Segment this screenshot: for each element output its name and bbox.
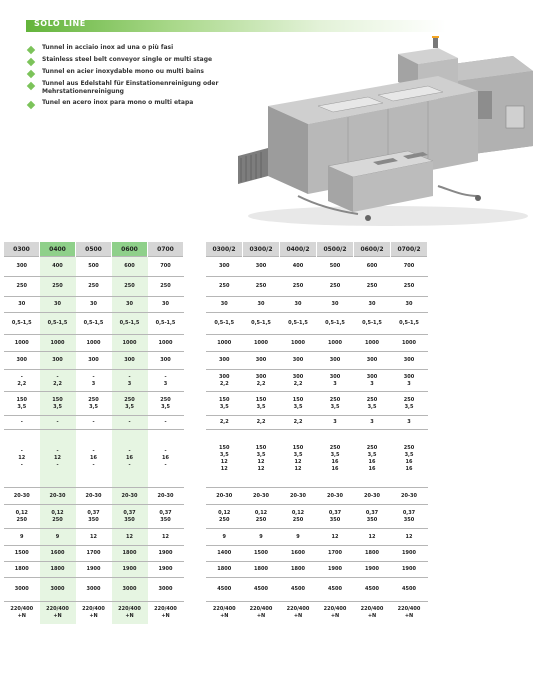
spec-cell: 1000 bbox=[112, 335, 148, 352]
spec-cell: 12 bbox=[112, 529, 148, 546]
table-row bbox=[206, 578, 428, 602]
model-header: 0600 bbox=[112, 242, 148, 257]
diamond-bullet-icon bbox=[27, 70, 35, 78]
spec-cell: 250 3,5 16 16 bbox=[354, 430, 391, 488]
spec-cell: 250 3,5 16 16 bbox=[317, 430, 354, 488]
spec-cell: - 3 bbox=[148, 370, 184, 392]
spec-cell: 1800 bbox=[243, 562, 280, 578]
spec-cell: 150 3,5 12 12 bbox=[243, 430, 280, 488]
table-row bbox=[206, 602, 428, 624]
spec-cell: 1000 bbox=[354, 335, 391, 352]
spec-cell: 20-30 bbox=[280, 488, 317, 505]
spec-cell: 220/400 +N bbox=[76, 602, 112, 624]
spec-cell: 20-30 bbox=[243, 488, 280, 505]
feature-text: Tunnel en acier inoxydable mono ou multi bains bbox=[42, 68, 204, 75]
spec-cell: 0,37 350 bbox=[148, 505, 184, 529]
spec-cell: 30 bbox=[40, 297, 76, 313]
spec-cell: 400 bbox=[280, 257, 317, 277]
spec-cell: 300 bbox=[148, 352, 184, 370]
spec-cell: 150 3,5 bbox=[243, 392, 280, 416]
spec-cell: - 16 - bbox=[76, 430, 112, 488]
spec-cell: - 2,2 bbox=[40, 370, 76, 392]
table-row bbox=[4, 562, 184, 578]
feature-text: Tunel en acero inox para mono o multi etapa bbox=[42, 99, 194, 106]
spec-cell: 1800 bbox=[112, 546, 148, 562]
table-row bbox=[206, 546, 428, 562]
spec-cell: 4500 bbox=[391, 578, 428, 602]
spec-cell: 30 bbox=[206, 297, 243, 313]
spec-cell: 0,37 350 bbox=[354, 505, 391, 529]
spec-cell: 300 bbox=[4, 352, 40, 370]
spec-cell: 250 bbox=[317, 277, 354, 297]
spec-cell: 300 bbox=[280, 352, 317, 370]
spec-cell: 0,5-1,5 bbox=[280, 313, 317, 335]
spec-cell: 250 3,5 bbox=[354, 392, 391, 416]
spec-cell: 30 bbox=[391, 297, 428, 313]
feature-text: Tunnel in acciaio inox ad una o più fasi bbox=[42, 44, 174, 51]
table-row bbox=[206, 505, 428, 529]
spec-cell: 300 3 bbox=[354, 370, 391, 392]
spec-cell: 1900 bbox=[317, 562, 354, 578]
spec-cell: 1900 bbox=[76, 562, 112, 578]
spec-cell: 12 bbox=[148, 529, 184, 546]
feature-list bbox=[28, 44, 228, 111]
spec-cell: - bbox=[76, 416, 112, 430]
spec-cell: - bbox=[40, 416, 76, 430]
table-row bbox=[206, 297, 428, 313]
left-spec-table bbox=[4, 242, 184, 624]
feature-item bbox=[28, 80, 228, 96]
spec-cell: 12 bbox=[76, 529, 112, 546]
spec-cell: 300 3 bbox=[317, 370, 354, 392]
model-header: 0300 bbox=[4, 242, 40, 257]
spec-cell: 1900 bbox=[354, 562, 391, 578]
spec-cell: 1000 bbox=[280, 335, 317, 352]
spec-cell: 220/400 +N bbox=[317, 602, 354, 624]
spec-cell: - bbox=[148, 416, 184, 430]
table-row bbox=[4, 335, 184, 352]
spec-cell: 150 3,5 12 12 bbox=[280, 430, 317, 488]
spec-cell: 30 bbox=[4, 297, 40, 313]
table-row bbox=[4, 352, 184, 370]
spec-cell: 250 bbox=[76, 277, 112, 297]
spec-cell: - 12 - bbox=[40, 430, 76, 488]
model-header: 0700 bbox=[148, 242, 184, 257]
spec-cell: 250 3,5 bbox=[148, 392, 184, 416]
spec-cell: 9 bbox=[280, 529, 317, 546]
spec-cell: - 16 - bbox=[148, 430, 184, 488]
spec-cell: - 3 bbox=[76, 370, 112, 392]
table-row bbox=[4, 546, 184, 562]
spec-cell: 9 bbox=[40, 529, 76, 546]
spec-cell: 250 3,5 16 16 bbox=[391, 430, 428, 488]
spec-cell: 220/400 +N bbox=[354, 602, 391, 624]
spec-cell: 700 bbox=[148, 257, 184, 277]
right-spec-table bbox=[206, 242, 428, 624]
spec-cell: 3 bbox=[391, 416, 428, 430]
spec-cell: 1800 bbox=[40, 562, 76, 578]
model-header: 0300/2 bbox=[206, 242, 243, 257]
spec-cell: 1000 bbox=[76, 335, 112, 352]
table-row bbox=[206, 257, 428, 277]
spec-cell: 1000 bbox=[4, 335, 40, 352]
spec-cell: - 12 - bbox=[4, 430, 40, 488]
spec-cell: 20-30 bbox=[112, 488, 148, 505]
spec-cell: 250 bbox=[354, 277, 391, 297]
feature-item bbox=[28, 56, 228, 65]
spec-cell: 0,5-1,5 bbox=[4, 313, 40, 335]
spec-cell: 300 2,2 bbox=[243, 370, 280, 392]
feature-item bbox=[28, 44, 228, 53]
table-row bbox=[206, 562, 428, 578]
spec-cell: - 16 - bbox=[112, 430, 148, 488]
model-header: 0700/2 bbox=[391, 242, 428, 257]
spec-cell: 1800 bbox=[4, 562, 40, 578]
spec-cell: 0,12 250 bbox=[206, 505, 243, 529]
spec-cell: 0,37 350 bbox=[317, 505, 354, 529]
spec-cell: 220/400 +N bbox=[40, 602, 76, 624]
spec-cell: 9 bbox=[4, 529, 40, 546]
spec-cell: 400 bbox=[40, 257, 76, 277]
spec-cell: 1700 bbox=[317, 546, 354, 562]
model-header: 0400/2 bbox=[280, 242, 317, 257]
spec-cell: 250 3,5 bbox=[76, 392, 112, 416]
spec-cell: 0,5-1,5 bbox=[40, 313, 76, 335]
spec-cell: 300 bbox=[112, 352, 148, 370]
table-row bbox=[206, 352, 428, 370]
model-header: 0400 bbox=[40, 242, 76, 257]
spec-cell: 300 bbox=[206, 352, 243, 370]
spec-cell: 4500 bbox=[206, 578, 243, 602]
table-row bbox=[4, 297, 184, 313]
spec-cell: 30 bbox=[280, 297, 317, 313]
table-row bbox=[206, 529, 428, 546]
spec-cell: 0,37 350 bbox=[391, 505, 428, 529]
spec-cell: 2,2 bbox=[243, 416, 280, 430]
spec-cell: 3000 bbox=[4, 578, 40, 602]
spec-cell: 20-30 bbox=[76, 488, 112, 505]
spec-cell: 1500 bbox=[4, 546, 40, 562]
spec-cell: 300 bbox=[4, 257, 40, 277]
spec-cell: - 2,2 bbox=[4, 370, 40, 392]
feature-item bbox=[28, 68, 228, 77]
spec-cell: 20-30 bbox=[391, 488, 428, 505]
spec-cell: 9 bbox=[206, 529, 243, 546]
spec-cell: 250 bbox=[148, 277, 184, 297]
section-title-bar bbox=[26, 20, 446, 32]
spec-cell: 150 3,5 bbox=[4, 392, 40, 416]
spec-cell: 0,37 350 bbox=[76, 505, 112, 529]
spec-cell: 0,12 250 bbox=[280, 505, 317, 529]
table-row bbox=[206, 313, 428, 335]
table-row bbox=[206, 430, 428, 488]
table-row bbox=[206, 488, 428, 505]
spec-cell: 250 3,5 bbox=[317, 392, 354, 416]
spec-cell: 30 bbox=[76, 297, 112, 313]
spec-cell: 9 bbox=[243, 529, 280, 546]
spec-cell: 250 bbox=[391, 277, 428, 297]
spec-cell: 220/400 +N bbox=[391, 602, 428, 624]
spec-cell: 220/400 +N bbox=[4, 602, 40, 624]
spec-cell: 4500 bbox=[243, 578, 280, 602]
spec-cell: 0,5-1,5 bbox=[243, 313, 280, 335]
spec-cell: 0,12 250 bbox=[40, 505, 76, 529]
table-row bbox=[4, 505, 184, 529]
spec-cell: 0,5-1,5 bbox=[112, 313, 148, 335]
spec-cell: 3 bbox=[354, 416, 391, 430]
spec-cell: - 3 bbox=[112, 370, 148, 392]
spec-cell: 0,5-1,5 bbox=[148, 313, 184, 335]
spec-cell: 0,12 250 bbox=[243, 505, 280, 529]
spec-cell: 220/400 +N bbox=[243, 602, 280, 624]
table-row bbox=[206, 335, 428, 352]
diamond-bullet-icon bbox=[27, 101, 35, 109]
spec-cell: 30 bbox=[148, 297, 184, 313]
spec-cell: 300 2,2 bbox=[280, 370, 317, 392]
spec-cell: 600 bbox=[112, 257, 148, 277]
spec-cell: 300 bbox=[40, 352, 76, 370]
spec-cell: 300 bbox=[391, 352, 428, 370]
spec-cell: 1900 bbox=[148, 562, 184, 578]
spec-cell: 700 bbox=[391, 257, 428, 277]
model-header: 0500 bbox=[76, 242, 112, 257]
spec-cell: 4500 bbox=[354, 578, 391, 602]
table-row bbox=[4, 416, 184, 430]
spec-cell: 1000 bbox=[317, 335, 354, 352]
spec-cell: 500 bbox=[76, 257, 112, 277]
table-row bbox=[4, 488, 184, 505]
table-row bbox=[4, 430, 184, 488]
spec-cell: 250 bbox=[4, 277, 40, 297]
spec-cell: 1500 bbox=[243, 546, 280, 562]
spec-cell: 300 3 bbox=[391, 370, 428, 392]
spec-cell: 250 bbox=[243, 277, 280, 297]
spec-cell: 1800 bbox=[280, 562, 317, 578]
spec-cell: 12 bbox=[391, 529, 428, 546]
spec-cell: 0,5-1,5 bbox=[317, 313, 354, 335]
section-title: SOLO LINE bbox=[34, 19, 86, 28]
spec-cell: 20-30 bbox=[354, 488, 391, 505]
table-row bbox=[206, 416, 428, 430]
spec-cell: 1000 bbox=[243, 335, 280, 352]
spec-cell: 3000 bbox=[148, 578, 184, 602]
spec-cell: 30 bbox=[354, 297, 391, 313]
spec-cell: 12 bbox=[354, 529, 391, 546]
spec-cell: 0,5-1,5 bbox=[206, 313, 243, 335]
table-row bbox=[4, 277, 184, 297]
spec-cell: 2,2 bbox=[280, 416, 317, 430]
diamond-bullet-icon bbox=[27, 46, 35, 54]
spec-cell: 300 bbox=[243, 352, 280, 370]
spec-cell: 300 bbox=[76, 352, 112, 370]
spec-cell: 0,37 350 bbox=[112, 505, 148, 529]
spec-cell: 220/400 +N bbox=[206, 602, 243, 624]
table-row bbox=[4, 392, 184, 416]
table-header-row bbox=[206, 242, 428, 257]
table-row bbox=[4, 257, 184, 277]
spec-cell: 1900 bbox=[148, 546, 184, 562]
spec-cell: 0,5-1,5 bbox=[76, 313, 112, 335]
spec-cell: 20-30 bbox=[40, 488, 76, 505]
spec-cell: 250 bbox=[206, 277, 243, 297]
spec-cell: 1600 bbox=[40, 546, 76, 562]
spec-cell: 1000 bbox=[148, 335, 184, 352]
tunnel-washer-illustration bbox=[238, 36, 538, 232]
spec-cell: 0,12 250 bbox=[4, 505, 40, 529]
spec-cell: 1400 bbox=[206, 546, 243, 562]
table-row bbox=[4, 602, 184, 624]
spec-cell: 1000 bbox=[391, 335, 428, 352]
spec-cell: 1900 bbox=[112, 562, 148, 578]
spec-cell: 250 bbox=[280, 277, 317, 297]
spec-cell: 220/400 +N bbox=[112, 602, 148, 624]
table-row bbox=[4, 529, 184, 546]
spec-cell: 150 3,5 bbox=[280, 392, 317, 416]
diamond-bullet-icon bbox=[27, 82, 35, 90]
spec-cell: 1600 bbox=[280, 546, 317, 562]
spec-cell: 30 bbox=[112, 297, 148, 313]
spec-cell: 3000 bbox=[112, 578, 148, 602]
spec-cell: 220/400 +N bbox=[280, 602, 317, 624]
spec-cell: 1700 bbox=[76, 546, 112, 562]
spec-cell: 300 bbox=[317, 352, 354, 370]
spec-cell: 12 bbox=[317, 529, 354, 546]
spec-cell: 250 bbox=[40, 277, 76, 297]
spec-cell: 220/400 +N bbox=[148, 602, 184, 624]
spec-cell: 150 3,5 bbox=[40, 392, 76, 416]
spec-cell: 1900 bbox=[391, 546, 428, 562]
spec-cell: 0,5-1,5 bbox=[391, 313, 428, 335]
table-row bbox=[206, 277, 428, 297]
spec-cell: 1000 bbox=[40, 335, 76, 352]
spec-cell: - bbox=[112, 416, 148, 430]
table-row bbox=[4, 578, 184, 602]
spec-cell: 20-30 bbox=[206, 488, 243, 505]
spec-cell: 300 bbox=[354, 352, 391, 370]
spec-cell: 20-30 bbox=[317, 488, 354, 505]
spec-cell: 20-30 bbox=[4, 488, 40, 505]
spec-cell: 600 bbox=[354, 257, 391, 277]
spec-cell: 300 bbox=[206, 257, 243, 277]
spec-cell: 20-30 bbox=[148, 488, 184, 505]
feature-item bbox=[28, 99, 228, 108]
spec-cell: 300 2,2 bbox=[206, 370, 243, 392]
feature-text: Tunnel aus Edelstahl für Einstationenreinigung oder Mehrstationenreinigung bbox=[42, 80, 219, 95]
diamond-bullet-icon bbox=[27, 58, 35, 66]
spec-cell: 300 bbox=[243, 257, 280, 277]
spec-cell: 1900 bbox=[391, 562, 428, 578]
feature-text: Stainless steel belt conveyor single or multi stage bbox=[42, 56, 213, 63]
spec-cell: 3000 bbox=[40, 578, 76, 602]
spec-cell: 1800 bbox=[354, 546, 391, 562]
model-header: 0300/2 bbox=[243, 242, 280, 257]
spec-cell: 2,2 bbox=[206, 416, 243, 430]
spec-cell: 150 3,5 bbox=[206, 392, 243, 416]
spec-cell: 500 bbox=[317, 257, 354, 277]
spec-cell: 250 3,5 bbox=[112, 392, 148, 416]
table-row bbox=[4, 370, 184, 392]
spec-cell: 4500 bbox=[317, 578, 354, 602]
spec-cell: 1000 bbox=[206, 335, 243, 352]
model-header: 0600/2 bbox=[354, 242, 391, 257]
table-row bbox=[4, 313, 184, 335]
spec-cell: 30 bbox=[243, 297, 280, 313]
spec-cell: 4500 bbox=[280, 578, 317, 602]
spec-cell: 1800 bbox=[206, 562, 243, 578]
spec-cell: 0,5-1,5 bbox=[354, 313, 391, 335]
spec-cell: - bbox=[4, 416, 40, 430]
spec-cell: 150 3,5 12 12 bbox=[206, 430, 243, 488]
table-row bbox=[206, 392, 428, 416]
spec-cell: 250 3,5 bbox=[391, 392, 428, 416]
spec-cell: 250 bbox=[112, 277, 148, 297]
spec-cell: 30 bbox=[317, 297, 354, 313]
table-header-row bbox=[4, 242, 184, 257]
table-row bbox=[206, 370, 428, 392]
model-header: 0500/2 bbox=[317, 242, 354, 257]
spec-cell: 3 bbox=[317, 416, 354, 430]
spec-cell: 3000 bbox=[76, 578, 112, 602]
